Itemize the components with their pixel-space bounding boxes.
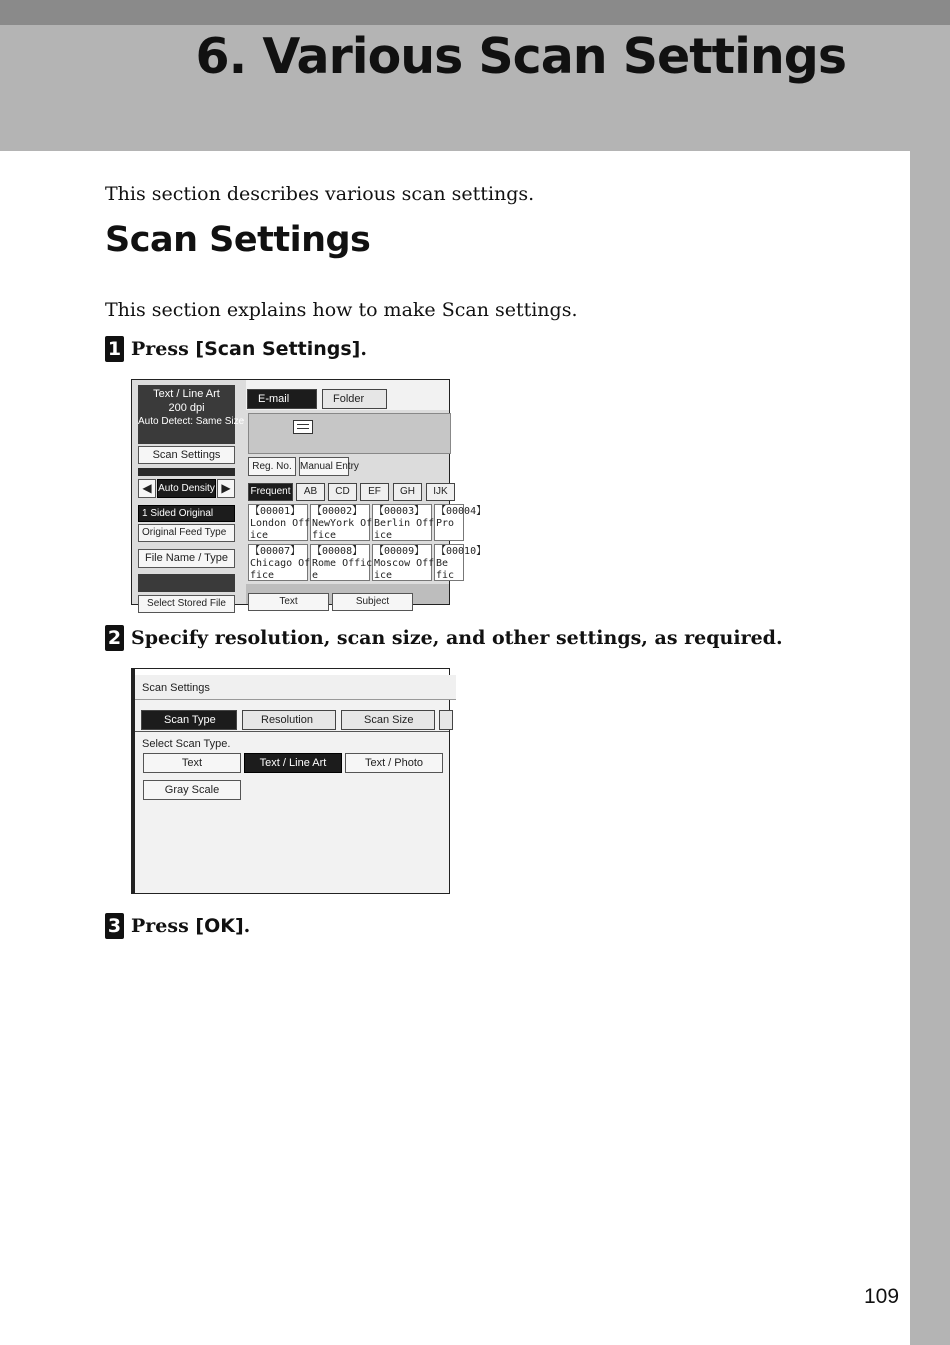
- reg-no-button[interactable]: Reg. No.: [248, 457, 296, 476]
- subject-button[interactable]: Subject: [332, 593, 413, 611]
- scan-settings-header: Scan Settings: [135, 675, 456, 700]
- destination-id: 【00004】: [436, 506, 487, 517]
- step-number: 3: [105, 913, 124, 939]
- auto-density-button[interactable]: Auto Density: [157, 479, 216, 498]
- option-text-photo-button[interactable]: Text / Photo: [345, 753, 443, 773]
- density-decrease-button[interactable]: ◀: [138, 479, 156, 498]
- page-number: 109: [864, 1285, 900, 1308]
- destination-name: Rome Offic e: [312, 558, 373, 581]
- destination-field[interactable]: [248, 413, 451, 454]
- step-prefix: Press: [131, 915, 196, 937]
- file-name-type-button[interactable]: File Name / Type: [138, 549, 235, 568]
- chapter-title: 6. Various Scan Settings: [195, 28, 846, 85]
- tab-scan-type[interactable]: Scan Type: [141, 710, 237, 730]
- destination-name: Berlin Off ice: [374, 518, 435, 541]
- letter-tab-ef[interactable]: EF: [360, 483, 389, 501]
- destination-id: 【00007】: [250, 546, 301, 557]
- destination-button[interactable]: [310, 544, 373, 581]
- tab-more[interactable]: [439, 710, 453, 730]
- destination-id: 【00003】: [374, 506, 425, 517]
- tab-resolution[interactable]: Resolution: [242, 710, 336, 730]
- density-bar: [138, 468, 235, 476]
- section-title: Scan Settings: [105, 220, 371, 260]
- destination-id: 【00002】: [312, 506, 363, 517]
- step-3: [105, 913, 250, 939]
- chapter-header-strip: [0, 0, 950, 25]
- scan-type-prompt: Select Scan Type.: [142, 738, 231, 750]
- envelope-icon: [293, 420, 313, 434]
- letter-tab-cd[interactable]: CD: [328, 483, 357, 501]
- step-text: [131, 915, 250, 937]
- letter-tab-ab[interactable]: AB: [296, 483, 325, 501]
- original-feed-type-button[interactable]: Original Feed Type: [138, 524, 235, 542]
- select-stored-file-button[interactable]: Select Stored File: [138, 595, 235, 613]
- destination-button[interactable]: [434, 544, 487, 581]
- step-number: 2: [105, 625, 124, 651]
- scan-status-display: [138, 385, 245, 444]
- option-text-line-art-button[interactable]: Text / Line Art: [244, 753, 342, 773]
- destination-name: NewYork Of fice: [312, 518, 373, 541]
- destination-id: 【00008】: [312, 546, 363, 557]
- step-1: [105, 336, 367, 362]
- letter-tab-gh[interactable]: GH: [393, 483, 422, 501]
- tab-email[interactable]: E-mail: [247, 389, 317, 409]
- scan-settings-screen: [131, 668, 450, 894]
- step-prefix: Press: [131, 338, 196, 360]
- destination-name: Moscow Off ice: [374, 558, 435, 581]
- step-keyword: [Scan Settings]: [195, 338, 361, 360]
- step-text: Specify resolution, scan size, and other settings, as required.: [131, 627, 783, 649]
- scan-settings-button[interactable]: Scan Settings: [138, 446, 235, 464]
- manual-entry-button[interactable]: Manual Entry: [299, 457, 349, 476]
- step-suffix: .: [360, 338, 367, 360]
- destination-button[interactable]: [372, 504, 435, 541]
- blank-dark-button: [138, 574, 235, 592]
- letter-tab-frequent[interactable]: Frequent: [248, 483, 293, 501]
- step-2: [105, 625, 783, 651]
- status-resolution: 200 dpi: [168, 402, 205, 414]
- option-gray-scale-button[interactable]: Gray Scale: [143, 780, 241, 800]
- tab-scan-size[interactable]: Scan Size: [341, 710, 435, 730]
- destination-name: Chicago Of fice: [250, 558, 311, 581]
- scanner-main-screen: [131, 379, 487, 609]
- tab-divider: [135, 731, 449, 732]
- destination-button[interactable]: [434, 504, 487, 541]
- step-number: 1: [105, 336, 124, 362]
- intro-text: This section describes various scan settings.: [105, 183, 535, 205]
- chapter-header-band: [0, 0, 950, 151]
- text-button[interactable]: Text: [248, 593, 329, 611]
- destination-id: 【00001】: [250, 506, 301, 517]
- destination-name: Be fic: [436, 558, 455, 581]
- destination-button[interactable]: [372, 544, 435, 581]
- destination-button[interactable]: [248, 544, 311, 581]
- screen-left-edge: [132, 669, 135, 893]
- section-description: This section explains how to make Scan settings.: [105, 299, 578, 321]
- status-size: Auto Detect: Same Size: [138, 416, 245, 427]
- step-text: [131, 338, 367, 360]
- density-increase-button[interactable]: ▶: [217, 479, 235, 498]
- destination-name: London Off ice: [250, 518, 311, 541]
- step-suffix: .: [243, 915, 251, 937]
- sided-original-button[interactable]: 1 Sided Original: [138, 505, 235, 522]
- destination-button[interactable]: [310, 504, 373, 541]
- step-keyword: [OK]: [195, 915, 244, 937]
- option-text-button[interactable]: Text: [143, 753, 241, 773]
- tab-folder[interactable]: Folder: [322, 389, 387, 409]
- status-mode: Text / Line Art: [153, 388, 220, 400]
- destination-name: Pro: [436, 518, 455, 529]
- page-margin-bar: [910, 151, 950, 1345]
- destination-id: 【00009】: [374, 546, 425, 557]
- destination-id: 【00010】: [436, 546, 487, 557]
- destination-button[interactable]: [248, 504, 311, 541]
- letter-tab-ijk[interactable]: IJK: [426, 483, 455, 501]
